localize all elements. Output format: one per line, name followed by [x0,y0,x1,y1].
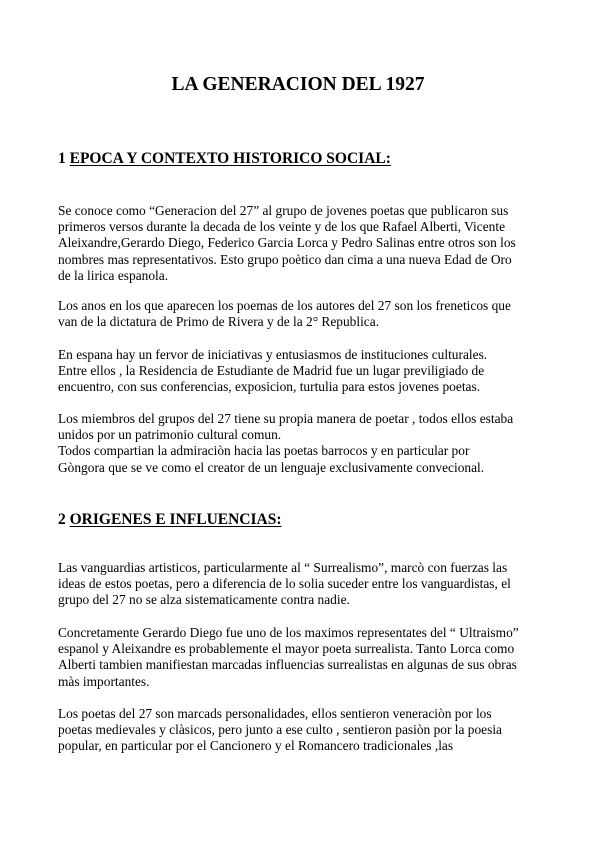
paragraph [58,625,548,690]
section-number: 1 [58,150,66,167]
text-line: primeros versos durante la decada de los veinte y de los que Rafael Alberti, Vicente [58,219,506,235]
text-line: Todos compartian la admiraciòn hacia las poetas barrocos y en particular por [58,443,470,459]
text-line: grupo del 27 no se alza sistematicamente contra nadie. [58,592,350,608]
text-line: poetas medievales y clàsicos, pero junto a ese culto , sentieron pasiòn por la poesia [58,722,502,738]
paragraph [58,706,548,755]
text-line: Alberti tambien manifiestan marcadas influencias surrealistas en algunas de sus obras [58,657,517,673]
text-line: espanol y Aleixandre es probablemente el mayor poeta surrealista. Tanto Lorca como [58,641,515,657]
text-line: ideas de estos poetas, pero a diferencia de lo solia suceder entre los vanguardistas, el [58,576,511,592]
text-line: nombres mas representativos. Esto grupo poètico dan cima a una nueva Edad de Oro [58,251,512,267]
text-line: Se conoce como “Generacion del 27” al grupo de jovenes poetas que publicaron sus [58,203,509,218]
section-heading-1 [58,149,391,169]
text-line: de la lirica espanola. [58,267,169,283]
text-line: màs importantes. [58,673,150,689]
document-title: LA GENERACION DEL 1927 [171,74,425,95]
text-line: unidos por un patrimonio cultural comun. [58,427,282,443]
text-line: van de la dictatura de Primo de Rivera y de la 2° Republica. [58,314,380,330]
text-line: encuentro, con sus conferencias, exposicion, turtulia para estos jovenes poetas. [58,379,481,395]
paragraph [58,347,548,396]
paragraph [58,298,548,330]
text-line: Entre ellos , la Residencia de Estudiante de Madrid fue un lugar previligiado de [58,363,485,379]
section-heading-text: ORIGENES E INFLUENCIAS: [69,511,282,528]
paragraph [58,411,548,476]
paragraph [58,203,548,284]
text-line: En espana hay un fervor de iniciativas y entusiasmos de instituciones culturales. [58,347,488,362]
section-heading-2 [58,510,282,530]
text-line: Los poetas del 27 son marcads personalidades, ellos sentieron veneraciòn por los [58,706,492,721]
text-line: Los miembros del grupos del 27 tiene su propia manera de poetar , todos ellos estaba [58,411,514,426]
section-number: 2 [58,511,66,528]
text-line: Concretamente Gerardo Diego fue uno de los maximos representates del “ Ultraismo” [58,625,519,640]
text-line: Gòngora que se ve como el creator de un lenguaje exclusivamente convecional. [58,459,485,475]
text-line: Aleixandre,Gerardo Diego, Federico Garcia Lorca y Pedro Salinas entre otros son los [58,235,516,251]
text-line: Las vanguardias artisticos, particularmente al “ Surrealismo”, marcò con fuerzas las [58,560,508,575]
text-line: popular, en particular por el Cancionero y el Romancero tradicionales ,las [58,738,454,754]
text-line: Los anos en los que aparecen los poemas de los autores del 27 son los freneticos que [58,298,511,313]
section-heading-text: EPOCA Y CONTEXTO HISTORICO SOCIAL: [69,150,391,167]
paragraph [58,560,548,609]
